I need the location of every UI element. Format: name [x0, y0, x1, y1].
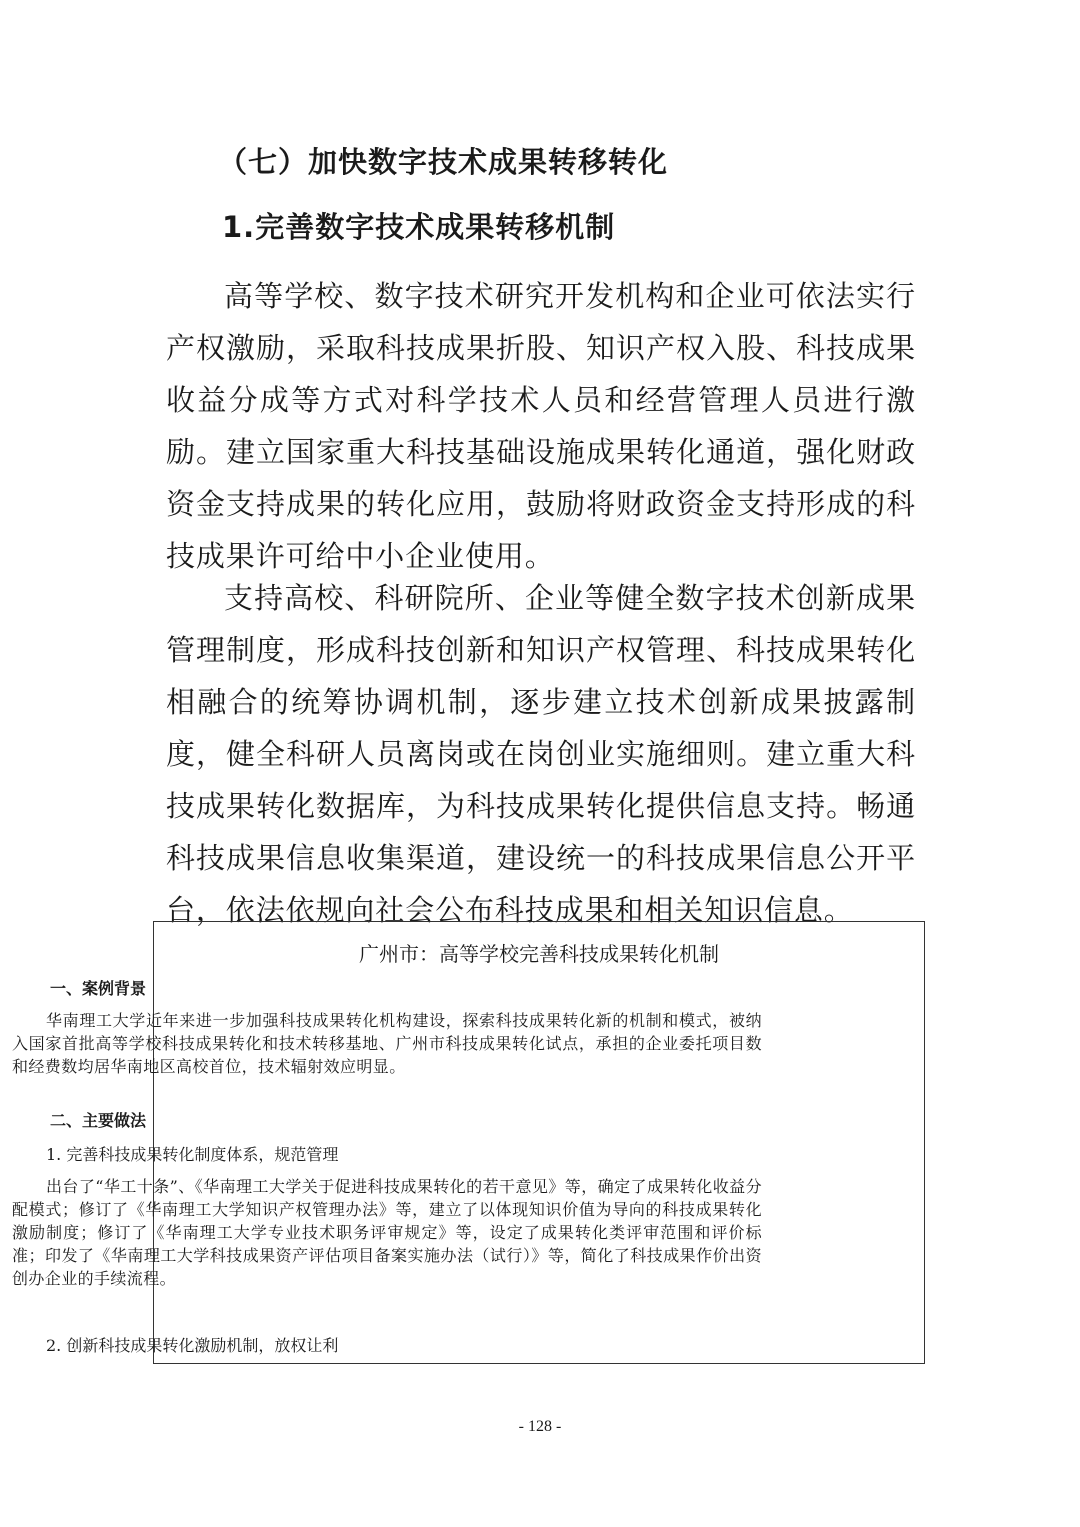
body-paragraph-2: 支持高校、科研院所、企业等健全数字技术创新成果管理制度，形成科技创新和知识产权管理、科技成果转化相融合的统筹协调机制，逐步建立技术创新成果披露制度，健全科研人员离岗或在岗创业实施细则。建立重大科技成果转化数据库，为科技成果转化提供信息支持。畅通科技成果信息收集渠道，建设统一的科技成果信息公开平台，依法依规向社会公布科技成果和相关知识信息。	[166, 581, 916, 927]
subsection-heading: 1.完善数字技术成果转移机制	[222, 210, 616, 244]
case-section-1-text: 华南理工大学近年来进一步加强科技成果转化机构建设，探索科技成果转化新的机制和模式，被纳入国家首批高等学校科技成果转化和技术转移基地、广州市科技成果转化试点，承担的企业委托项目数和经费数均居华南地区高校首位，技术辐射效应明显。	[12, 1011, 762, 1076]
case-item-2-label: 2. 创新科技成果转化激励机制，放权让利	[46, 1336, 339, 1355]
case-title: 广州市：高等学校完善科技成果转化机制	[359, 942, 719, 966]
body-paragraph-1: 高等学校、数字技术研究开发机构和企业可依法实行产权激励，采取科技成果折股、知识产权入股、科技成果收益分成等方式对科学技术人员和经营管理人员进行激励。建立国家重大科技基础设施成果转化通道，强化财政资金支持成果的转化应用，鼓励将财政资金支持形成的科技成果许可给中小企业使用。	[166, 279, 916, 573]
case-item-1-label: 1. 完善科技成果转化制度体系，规范管理	[46, 1145, 339, 1164]
page-number: - 128 -	[518, 1418, 562, 1435]
case-item-1-text: 出台了“华工十条”、《华南理工大学关于促进科技成果转化的若干意见》等，确定了成果转化收益分配模式；修订了《华南理工大学知识产权管理办法》等，建立了以体现知识价值为导向的科技成果转化激励制度；修订了《华南理工大学专业技术职务评审规定》等，设定了成果转化类评审范围和评价标准；印发了《华南理工大学科技成果资产评估项目备案实施办法（试行）》等，简化了科技成果作价出资创办企业的手续流程。	[12, 1177, 762, 1288]
case-section-1-heading: 一、案例背景	[50, 979, 147, 998]
case-section-2-heading: 二、主要做法	[50, 1111, 147, 1130]
section-heading: （七）加快数字技术成果转移转化	[218, 145, 669, 179]
